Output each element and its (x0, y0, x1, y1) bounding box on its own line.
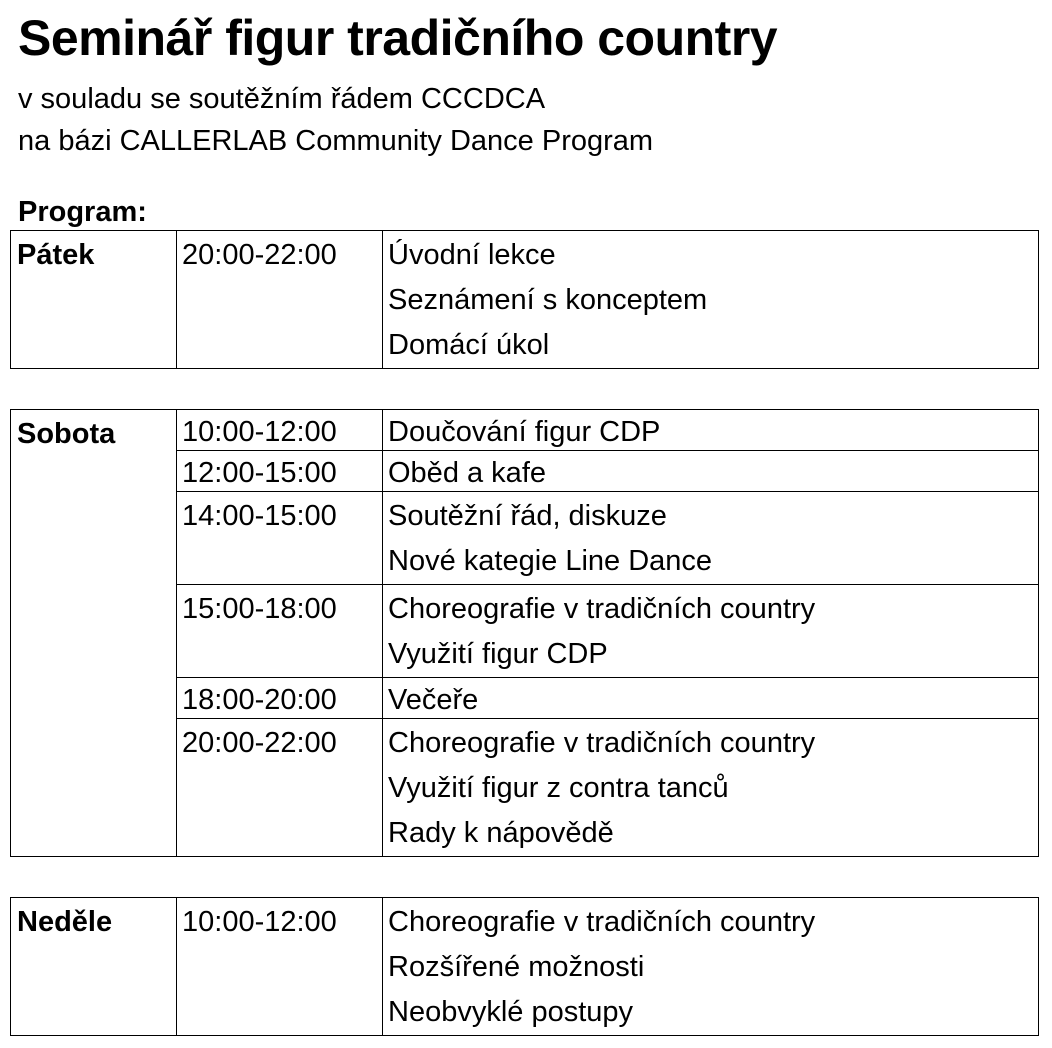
table-row (11, 898, 1039, 1036)
day-label: Sobota (11, 410, 177, 857)
activity-line: Nové kategie Line Dance (388, 545, 713, 577)
time-slot: 20:00-22:00 (177, 719, 383, 857)
time-text: 18:00-20:00 (182, 684, 337, 716)
activity-line: Úvodní lekce (388, 239, 556, 271)
activity-line: Oběd a kafe (388, 457, 546, 489)
activity-cell (383, 410, 1039, 451)
time-slot: 15:00-18:00 (177, 585, 383, 678)
activity-cell (383, 231, 1039, 369)
activity-line: Rady k nápovědě (388, 817, 614, 849)
subtitle-program-basis: na bázi CALLERLAB Community Dance Program (18, 125, 654, 157)
activity-line: Seznámení s konceptem (388, 284, 708, 316)
activity-line: Choreografie v tradičních country (388, 727, 816, 759)
day-label: Neděle (11, 898, 177, 1036)
time-text: 12:00-15:00 (182, 457, 337, 489)
time-slot: 14:00-15:00 (177, 492, 383, 585)
subtitle-rules: v souladu se soutěžním řádem CCCDCA (18, 83, 546, 115)
activity-line: Rozšířené možnosti (388, 951, 645, 983)
time-slot (177, 678, 383, 719)
activity-cell (383, 898, 1039, 1036)
table-row (11, 410, 1039, 451)
activity-cell (383, 492, 1039, 585)
activity-cell (383, 585, 1039, 678)
schedule-table-saturday (10, 409, 1039, 857)
schedule-table-sunday (10, 897, 1039, 1036)
activity-line: Doučování figur CDP (388, 416, 661, 448)
time-slot (177, 410, 383, 451)
activity-line: Domácí úkol (388, 329, 550, 361)
time-slot (177, 451, 383, 492)
activity-line: Choreografie v tradičních country (388, 906, 816, 938)
activity-line: Soutěžní řád, diskuze (388, 500, 667, 532)
activity-line: Neobvyklé postupy (388, 996, 634, 1028)
page-title: Seminář figur tradičního country (18, 10, 778, 66)
activity-line: Využití figur CDP (388, 638, 608, 670)
day-label: Pátek (11, 231, 177, 369)
time-slot: 20:00-22:00 (177, 231, 383, 369)
activity-cell (383, 451, 1039, 492)
activity-cell (383, 678, 1039, 719)
activity-line: Večeře (388, 684, 479, 716)
program-heading: Program: (18, 196, 147, 228)
time-slot: 10:00-12:00 (177, 898, 383, 1036)
table-row (11, 231, 1039, 369)
schedule-table-friday (10, 230, 1039, 369)
time-text: 10:00-12:00 (182, 416, 337, 448)
activity-line: Využití figur z contra tanců (388, 772, 729, 804)
activity-cell (383, 719, 1039, 857)
activity-line: Choreografie v tradičních country (388, 593, 816, 625)
